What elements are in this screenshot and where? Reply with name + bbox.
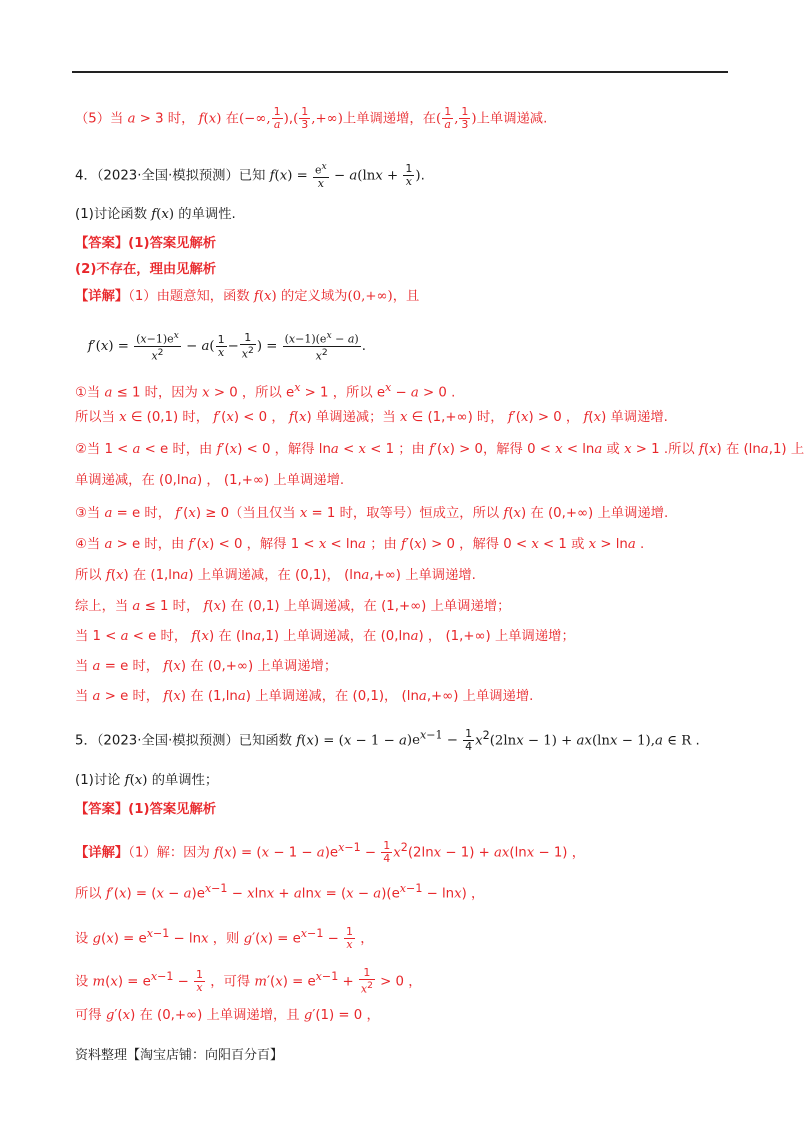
text-line: 设 $m(x) = e^{x-1}$ − $\frac{1}{x}$ ，可得 $m'(x) = e^{x-1}$ + $\frac{1}{x^2}$ > 0 ， (75, 966, 422, 996)
text-line: 5．（2023·全国·模拟预测）已知函数 $f(x) = (x - 1 - a)e^{x-1}$ − $\frac{1}{4}$ $x^2(2\ln x - 1) + ax(\ln x - 1),a$ ∈ R . (75, 726, 700, 753)
page-footer: 资料整理【淘宝店铺：向阳百分百】 (75, 1048, 284, 1063)
text-line: 单调递减，在 (0,lna) ， (1,+∞) 上单调递增. (75, 473, 345, 488)
text-line: ④当 a > e 时，由 f′(x) < 0 ，解得 1 < x < lna ；由 f′(x) > 0 ，解得 0 < x < 1 或 x > lna . (75, 537, 645, 552)
text-line: 可得 g′(x) 在 (0,+∞) 上单调递增，且 g′(1) = 0 ， (75, 1008, 380, 1023)
text-line: （5）当 a > 3 时， f(x) 在(−∞, $\frac{1}{a}$ ),( $\frac{1}{3}$ ,+∞)上单调递增，在( $\frac{1}{a}$ , $\frac{1}{3}$ )上单调递减. (75, 105, 548, 131)
header-rule (72, 71, 728, 73)
text-line: 当 a = e 时， f(x) 在 (0,+∞) 上单调递增； (75, 659, 338, 674)
text-line: 【答案】(1)答案见解析 (75, 802, 217, 817)
text-line: ②当 1 < a < e 时，由 f′(x) < 0 ，解得 lna < x < 1 ；由 f′(x) > 0，解得 0 < x < lna 或 x > 1 .所以 f(x) 在 (lna,1) 上 (75, 442, 804, 457)
text-line: (1)讨论 f(x) 的单调性； (75, 773, 219, 788)
text-line: 当 1 < a < e 时， f(x) 在 (lna,1) 上单调递减，在 (0,lna) ， (1,+∞) 上单调递增； (75, 629, 575, 644)
text-line: (1)讨论函数 f(x) 的单调性. (75, 207, 236, 222)
text-line: f′(x) = $\frac{(x-1)e^x}{x^2}$ − a( $\frac{1}{x}$ − $\frac{1}{x^2}$ ) = $\frac{(x-1)(e^x - a)}{x^2}$ . (87, 330, 366, 363)
text-line: (2)不存在，理由见解析 (75, 262, 217, 277)
text-line: 【详解】（1）由题意知，函数 f(x) 的定义域为(0,+∞)，且 (75, 289, 420, 304)
text-line: 当 a > e 时， f(x) 在 (1,lna) 上单调递减，在 (0,1)， (lna,+∞) 上单调递增. (75, 689, 534, 704)
text-line: 【答案】(1)答案见解析 (75, 236, 217, 251)
text-line: 【详解】（1）解：因为 $f(x) = (x - 1 - a)e^{x-1}$ − $\frac{1}{4}$ $x^2(2\ln x - 1) + ax(\ln x - 1)$ ， (75, 838, 586, 865)
text-line: ③当 a = e 时， f′(x) ≥ 0（当且仅当 x = 1 时，取等号）恒成立，所以 f(x) 在 (0,+∞) 上单调递增. (75, 506, 669, 521)
text-line: 所以 $f'(x) = (x - a)e^{x-1} - xlnx + alnx = (x - a)(e^{x-1} - \ln x)$ ， (75, 882, 485, 902)
text-line: 所以 f(x) 在 (1,lna) 上单调递减，在 (0,1)， (lna,+∞) 上单调递增. (75, 568, 476, 583)
text-line: 综上，当 a ≤ 1 时， f(x) 在 (0,1) 上单调递减，在 (1,+∞) 上单调递增； (75, 599, 511, 614)
text-line: ①当 a ≤ 1 时，因为 x > 0 ，所以 $e^x > 1$ ，所以 $e^x - a > 0$ . (75, 381, 456, 401)
text-line: 所以当 x ∈ (0,1) 时， f′(x) < 0 ， f(x) 单调递减；当 x ∈ (1,+∞) 时， f′(x) > 0 ， f(x) 单调递增. (75, 410, 668, 425)
text-line: 4．（2023·全国·模拟预测）已知 f(x) = $\frac{e^x}{x}$ − a(lnx + $\frac{1}{x}$ ). (75, 161, 425, 190)
text-line: 设 $g(x) = e^{x-1} - \ln x$ ，则 $g'(x) = e^{x-1}$ − $\frac{1}{x}$ ， (75, 924, 374, 951)
